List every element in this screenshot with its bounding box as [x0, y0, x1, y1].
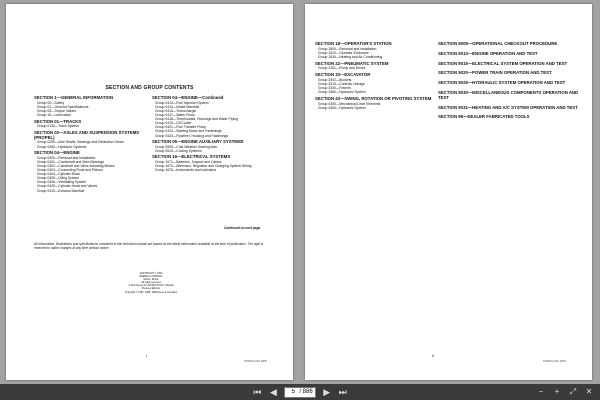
group-entry: Group 0406—Ventilating System	[37, 180, 87, 185]
group-entry: Group 0433—Flywheel, Housing and Fastenings	[155, 133, 229, 138]
page-navigator	[284, 387, 315, 398]
group-entry: Group 0260—Hydraulic Systems	[37, 144, 87, 149]
section-heading: SECTION 9010—ENGINE OPERATION AND TEST	[438, 50, 538, 56]
group-entry: Group 0405—Oiling System	[37, 176, 80, 181]
copyright-line: Copyright © 1987, 1988, 1989 Deere & Company	[124, 290, 178, 294]
section-heading: SECTION 04—ENGINE—Continued	[152, 95, 224, 100]
page-total: / 886	[299, 389, 313, 395]
group-entry: Group 1676—Instruments and Indicators	[155, 168, 217, 173]
section-heading: SECTION 9031—HEATING AND A/C SYSTEM OPERATION AND TEST	[438, 104, 578, 110]
section-heading: SECTION 22—PNEUMATIC SYSTEM	[315, 60, 389, 66]
section-heading: SECTION 9020—POWER TRAIN OPERATION AND TEST	[438, 70, 552, 76]
group-entry: Group 00—Safety	[37, 100, 65, 105]
contents-column-2	[152, 96, 270, 172]
group-entry: Group 0414—Intake Manifold	[155, 104, 200, 109]
group-entry: Group 1810—Operator Enclosure	[318, 50, 369, 55]
next-page-icon[interactable]: ▶	[323, 387, 331, 397]
copyright-line: All rights reserved	[141, 281, 161, 285]
copyright-line: COPYRIGHT © 1990	[139, 272, 163, 275]
group-entry: Group 4360—Hydraulic System	[318, 105, 366, 110]
footer-code: TM4460 (6-90) JOHN	[244, 360, 267, 363]
continued-note: Continued on next page	[224, 226, 261, 230]
group-entry: Group 0416—Turbocharger	[155, 108, 197, 113]
zoom-out-icon[interactable]: −	[538, 387, 544, 396]
disclaimer-text: All information, illustrations and specifications contained in this technical manual are based on the latest information available at the time of publication. The right is reserved to make changes at any time without notice.	[34, 242, 264, 251]
copyright-line: Moline, Illinois	[143, 278, 159, 282]
group-entry: Group 2261—Pump and Drives	[318, 66, 366, 71]
section-heading: SECTION 99—DEALER FABRICATED TOOLS	[438, 114, 530, 120]
group-entry: Group 3340—Frames	[318, 86, 351, 91]
group-entry: Group 1830—Heating and Air Conditioning	[318, 54, 383, 59]
group-entry: Group 0417—Water Pump	[155, 113, 196, 118]
toolbar-right-controls	[536, 386, 594, 398]
group-entry: Group 10—Lubrication	[37, 113, 72, 118]
group-entry: Group 1800—Removal and Installation	[318, 46, 377, 51]
page-number: ii	[432, 353, 434, 358]
copyright-line: A John Deere ILLUSTRUCTION™ Manual	[128, 284, 174, 288]
group-entry: Group 0402—Camshaft and Valve Actuating Means	[37, 164, 115, 168]
group-entry: Group 0401—Crankshaft and Main Bearings	[37, 159, 104, 164]
section-heading: SECTION 33—EXCAVATOR	[315, 72, 371, 78]
group-entry: Group 3319—Controls Linkage	[318, 82, 365, 87]
section-heading: SECTION 04—ENGINE	[34, 150, 80, 156]
viewer-toolbar	[0, 384, 600, 400]
group-entry: Group 05—Torque Values	[37, 108, 76, 113]
group-entry: Group 0409—Cylinder Head and Valves	[37, 184, 98, 189]
section-heading: SECTION 9015—ELECTRICAL SYSTEM OPERATION AND TEST	[438, 60, 568, 66]
group-entry: Group 4350—Mechanical Drive Elements	[318, 101, 381, 106]
section-heading: SECTION 9005—OPERATIONAL CHECKOUT PROCEDURE	[438, 41, 558, 46]
group-entry: Group 0250—Axle Shafts, Bearings and Reduction Gears	[37, 140, 124, 145]
section-heading: SECTION 01—TRACKS	[34, 118, 82, 124]
copyright-line: DEERE & COMPANY	[139, 275, 163, 279]
document-page-left	[6, 4, 293, 380]
page-number: i	[146, 353, 147, 358]
group-entry: Group 3360—Hydraulic System	[318, 90, 366, 95]
page-number-input[interactable]	[287, 388, 299, 396]
contents-heading: SECTION AND GROUP CONTENTS	[105, 85, 194, 91]
first-page-icon[interactable]: ⏮	[253, 387, 262, 397]
contents-column-1	[34, 96, 146, 193]
group-entry: Group 1672—Alternator, Regulator and Charging System Wiring	[155, 164, 252, 169]
section-heading: SECTION 05—ENGINE AUXILIARY SYSTEMS	[152, 139, 244, 145]
group-entry: Group 3302—Buckets	[318, 77, 352, 82]
contents-column-1	[315, 42, 435, 110]
group-entry: Group 0410—Exhaust Manifold	[37, 188, 85, 193]
section-heading: SECTION 02—AXLES AND SUSPENSION SYSTEMS (PROPEL)	[34, 129, 140, 140]
copyright-block	[106, 272, 196, 294]
contents-column-2	[438, 42, 582, 120]
section-heading: SECTION 18—OPERATOR'S STATION	[315, 41, 392, 46]
last-page-icon[interactable]: ⏭	[338, 387, 347, 397]
document-page-right	[305, 4, 592, 380]
group-entry: Group 0419—Oil Cooler	[155, 121, 192, 126]
section-heading: SECTION 43—SWING, ROTATION OR PIVOTING SYSTEM	[315, 95, 432, 101]
group-entry: Group 1671—Batteries, Support and Cables	[155, 160, 222, 165]
section-heading: SECTION 1—GENERAL INFORMATION	[34, 95, 114, 100]
section-heading: SECTION 16—ELECTRICAL SYSTEMS	[152, 154, 231, 160]
copyright-line: Previous Editions	[141, 287, 161, 291]
group-entry: Group 0421—Fuel Transfer Pump	[155, 125, 207, 130]
group-entry: Group 0403—Connecting Rods and Pistons	[37, 168, 103, 173]
fullscreen-icon[interactable]: ⤢	[569, 387, 577, 396]
group-entry: Group 01—General Specifications	[37, 104, 89, 109]
group-entry: Group 0413—Fuel Injection System	[155, 100, 209, 105]
group-entry: Group 0422—Starting Motor and Fastenings	[155, 129, 222, 134]
close-icon[interactable]: ✕	[585, 387, 593, 396]
group-entry: Group 0505—Cold Weather Starting Aids	[155, 144, 217, 149]
footer-code: TM4460 (6-90) JOHN	[543, 360, 566, 363]
group-entry: Group 0418—Thermostats, Housings and Water Piping	[155, 117, 238, 122]
section-heading: SECTION 9025—HYDRAULIC SYSTEM OPERATION AND TEST	[438, 80, 566, 86]
section-heading: SECTION 9030—MISCELLANEOUS COMPONENTS OPERATION AND TEST	[438, 89, 579, 100]
group-entry: Group 0130—Track System	[37, 124, 79, 129]
group-entry: Group 0400—Removal and Installation	[37, 155, 96, 160]
group-entry: Group 0404—Cylinder Block	[37, 172, 80, 177]
zoom-in-icon[interactable]: +	[554, 387, 560, 396]
previous-page-icon[interactable]: ◀	[269, 387, 277, 397]
group-entry: Group 0510—Cooling Systems	[155, 148, 202, 153]
